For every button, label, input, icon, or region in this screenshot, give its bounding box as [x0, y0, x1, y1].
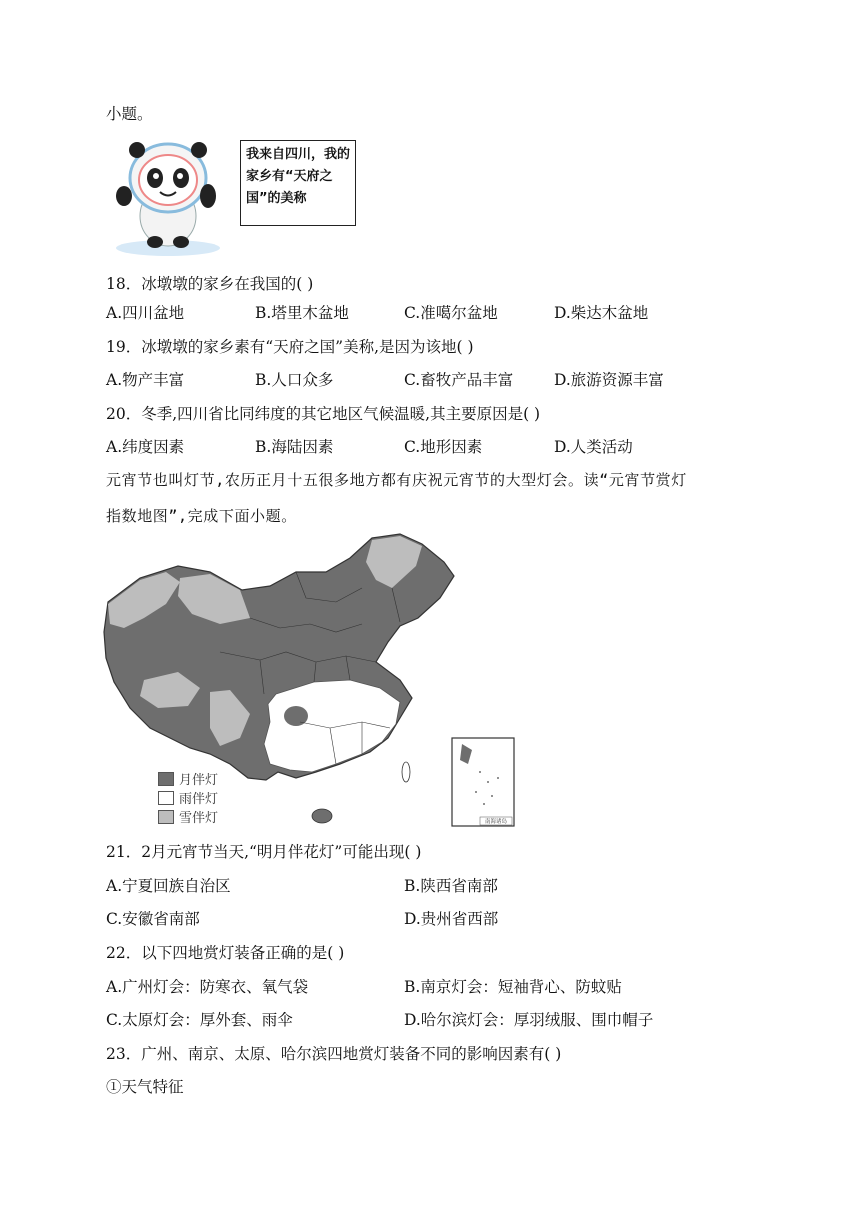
- speech-bubble: 我来自四川，我的家乡有“天府之国”的美称: [240, 140, 356, 226]
- panda-mascot-icon: [108, 136, 238, 258]
- q20-option-c: C.地形因素: [404, 438, 483, 456]
- legend-item-moon: [158, 769, 218, 788]
- mascot-figure: [108, 136, 360, 258]
- passage-line-1: 元宵节也叫灯节,农历正月十五很多地方都有庆祝元宵节的大型灯会。读“元宵节赏灯: [106, 471, 687, 489]
- question-22-stem: 22．以下四地赏灯装备正确的是( ): [106, 944, 345, 962]
- inset-label: 南海诸岛: [484, 819, 508, 825]
- legend-label-snow: 雪伴灯: [179, 811, 219, 826]
- q20-option-b: B.海陆因素: [255, 438, 334, 456]
- q21-option-d: D.贵州省西部: [404, 910, 499, 928]
- q23-item-1: ①天气特征: [106, 1078, 184, 1096]
- legend-item-snow: [158, 807, 218, 826]
- q21-option-c: C.安徽省南部: [106, 910, 200, 928]
- q19-option-b: B.人口众多: [255, 371, 334, 389]
- q21-option-a: A.宁夏回族自治区: [106, 877, 231, 895]
- q22-option-d: D.哈尔滨灯会：厚羽绒服、围巾帽子: [404, 1011, 654, 1029]
- moon-swatch-icon: [158, 772, 174, 786]
- intro-tail: 小题。: [106, 105, 153, 123]
- question-23-stem: 23．广州、南京、太原、哈尔滨四地赏灯装备不同的影响因素有( ): [106, 1045, 562, 1063]
- q22-option-b: B.南京灯会：短袖背心、防蚊贴: [404, 978, 622, 996]
- q20-option-a: A.纬度因素: [106, 438, 185, 456]
- q19-option-a: A.物产丰富: [106, 371, 185, 389]
- rain-swatch-icon: [158, 791, 174, 805]
- legend-label-moon: 月伴灯: [179, 773, 219, 788]
- legend-item-rain: [158, 788, 218, 807]
- q18-option-a: A.四川盆地: [106, 304, 185, 322]
- legend-label-rain: 雨伴灯: [179, 792, 219, 807]
- snow-swatch-icon: [158, 810, 174, 824]
- question-20-stem: 20．冬季,四川省比同纬度的其它地区气候温暖,其主要原因是( ): [106, 405, 541, 423]
- q18-option-b: B.塔里木盆地: [255, 304, 349, 322]
- q18-option-d: D.柴达木盆地: [554, 304, 649, 322]
- q19-option-d: D.旅游资源丰富: [554, 371, 664, 389]
- question-18-stem: 18．冰墩墩的家乡在我国的( ): [106, 275, 314, 293]
- q22-option-a: A.广州灯会：防寒衣、氧气袋: [106, 978, 309, 996]
- question-19-stem: 19．冰墩墩的家乡素有“天府之国”美称,是因为该地( ): [106, 338, 474, 356]
- q22-option-c: C.太原灯会：厚外套、雨伞: [106, 1011, 293, 1029]
- q18-option-c: C.准噶尔盆地: [404, 304, 498, 322]
- q19-option-c: C.畜牧产品丰富: [404, 371, 514, 389]
- q21-option-b: B.陕西省南部: [404, 877, 498, 895]
- passage-line-2: 指数地图”,完成下面小题。: [106, 507, 297, 525]
- map-legend: [158, 769, 218, 826]
- question-21-stem: 21．2月元宵节当天,“明月伴花灯”可能出现( ): [106, 843, 422, 861]
- q20-option-d: D.人类活动: [554, 438, 633, 456]
